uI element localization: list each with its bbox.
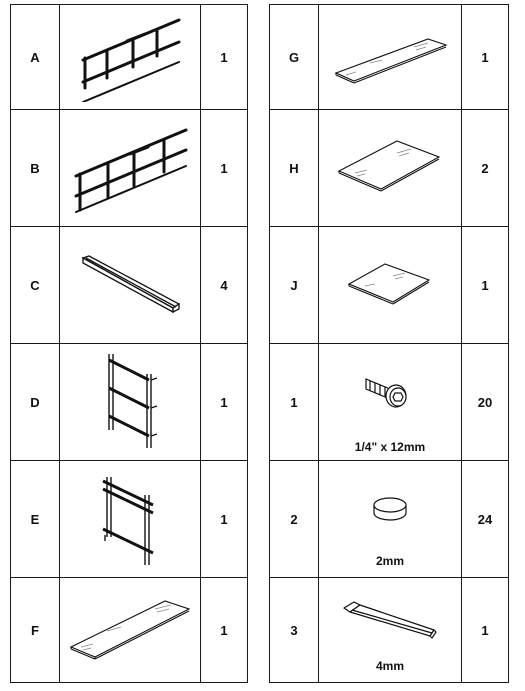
part-quantity: 1 — [201, 110, 248, 227]
part-image-cell — [319, 578, 462, 683]
part-label: B — [11, 110, 60, 227]
allen-key-icon — [340, 596, 440, 640]
glass-panel-narrow-icon — [330, 27, 450, 87]
glass-panel-small-icon — [345, 258, 435, 312]
top-frame-b-icon — [70, 120, 190, 216]
part-image-cell — [60, 110, 201, 227]
part-quantity: 1 — [201, 344, 248, 461]
part-quantity: 20 — [462, 344, 509, 461]
part-image-cell — [319, 461, 462, 578]
part-image-cell — [60, 578, 201, 683]
part-label: F — [11, 578, 60, 683]
part-label: C — [11, 227, 60, 344]
part-label: 1 — [270, 344, 319, 461]
part-quantity: 1 — [201, 461, 248, 578]
part-image-cell — [60, 344, 201, 461]
part-label: D — [11, 344, 60, 461]
glass-panel-medium-icon — [335, 133, 445, 203]
pad-icon — [370, 493, 410, 523]
glass-panel-long-icon — [67, 595, 193, 665]
part-label: G — [270, 5, 319, 110]
part-quantity: 2 — [462, 110, 509, 227]
parts-table-left — [10, 4, 248, 683]
part-label: J — [270, 227, 319, 344]
part-quantity: 1 — [201, 5, 248, 110]
part-image-cell — [319, 344, 462, 461]
part-label: A — [11, 5, 60, 110]
part-image-cell — [60, 5, 201, 110]
part-size-caption: 4mm — [375, 659, 404, 673]
part-label: E — [11, 461, 60, 578]
part-size-caption: 1/4" x 12mm — [354, 440, 426, 454]
part-quantity: 24 — [462, 461, 509, 578]
rail-icon — [75, 250, 185, 320]
side-frame-e-icon — [95, 469, 165, 569]
part-size-caption: 2mm — [375, 554, 404, 568]
part-image-cell — [319, 227, 462, 344]
part-label: 3 — [270, 578, 319, 683]
part-quantity: 4 — [201, 227, 248, 344]
top-frame-a-icon — [75, 12, 185, 102]
part-label: 2 — [270, 461, 319, 578]
parts-table-right — [269, 4, 509, 683]
part-image-cell — [60, 461, 201, 578]
side-frame-d-icon — [95, 350, 165, 454]
part-quantity: 1 — [462, 227, 509, 344]
part-quantity: 1 — [462, 578, 509, 683]
part-label: H — [270, 110, 319, 227]
part-quantity: 1 — [201, 578, 248, 683]
part-image-cell — [319, 110, 462, 227]
part-quantity: 1 — [462, 5, 509, 110]
part-image-cell — [60, 227, 201, 344]
bolt-icon — [360, 367, 420, 417]
part-image-cell — [319, 5, 462, 110]
